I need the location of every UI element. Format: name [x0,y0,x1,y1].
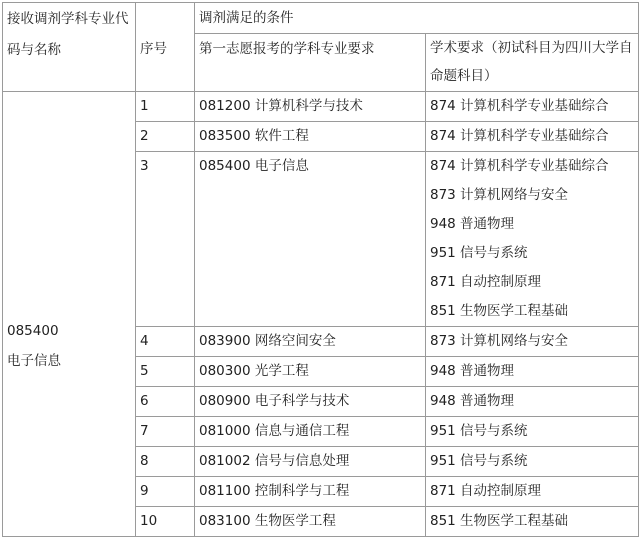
exam-subject: 948 普通物理 [430,216,515,232]
seq-cell [136,152,195,327]
exam-subject: 874 计算机科学专业基础综合 [430,128,609,144]
exam-subject: 948 普通物理 [430,393,515,409]
seq-cell [136,92,195,122]
exam-subject: 871 自动控制原理 [430,483,542,499]
first-choice-major-cell [195,417,426,447]
seq-number: 2 [140,128,149,144]
first-choice-major: 083500 软件工程 [199,128,309,144]
header-receiving-label: 接收调剂学科专业代码与名称 [7,11,129,58]
first-choice-major: 081000 信息与通信工程 [199,423,350,439]
seq-cell [136,357,195,387]
header-seq [136,3,195,92]
seq-number: 3 [140,158,149,174]
header-seq-label: 序号 [140,41,167,57]
first-choice-major-cell [195,507,426,537]
exam-subjects-cell [426,477,639,507]
first-choice-major: 081002 信号与信息处理 [199,453,350,469]
first-choice-major: 083100 生物医学工程 [199,513,336,529]
exam-subject: 951 信号与系统 [430,245,528,261]
header-academic-label: 学术要求（初试科目为四川大学自命题科目） [430,40,633,84]
seq-number: 5 [140,363,149,379]
exam-subject: 874 计算机科学专业基础综合 [430,98,609,114]
exam-subjects-cell [426,417,639,447]
exam-subject: 871 自动控制原理 [430,274,542,290]
receiving-major-name: 电子信息 [7,353,61,369]
seq-cell [136,447,195,477]
header-row-1 [3,3,639,34]
exam-subjects-cell [426,122,639,152]
first-choice-major-cell [195,357,426,387]
seq-number: 4 [140,333,149,349]
exam-subjects-cell [426,327,639,357]
seq-number: 1 [140,98,149,114]
header-conditions [195,3,639,34]
seq-number: 10 [140,513,158,529]
exam-subjects-cell [426,92,639,122]
first-choice-major: 081200 计算机科学与技术 [199,98,363,114]
exam-subject: 951 信号与系统 [430,453,528,469]
exam-subjects-cell [426,152,639,327]
exam-subjects-cell [426,507,639,537]
exam-subject: 851 生物医学工程基础 [430,513,569,529]
header-conditions-label: 调剂满足的条件 [199,10,294,26]
header-first-choice-label: 第一志愿报考的学科专业要求 [199,41,375,57]
exam-subjects-cell [426,387,639,417]
first-choice-major: 080900 电子科学与技术 [199,393,350,409]
exam-subject: 851 生物医学工程基础 [430,303,569,319]
first-choice-major-cell [195,152,426,327]
seq-number: 8 [140,453,149,469]
seq-cell [136,477,195,507]
first-choice-major: 085400 电子信息 [199,158,309,174]
first-choice-major-cell [195,122,426,152]
header-first-choice [195,34,426,92]
first-choice-major: 083900 网络空间安全 [199,333,336,349]
first-choice-major-cell [195,387,426,417]
seq-cell [136,387,195,417]
exam-subjects-cell [426,447,639,477]
seq-number: 7 [140,423,149,439]
receiving-major-cell [3,92,136,537]
first-choice-major: 080300 光学工程 [199,363,309,379]
exam-subject: 874 计算机科学专业基础综合 [430,158,609,174]
table-row [3,92,639,122]
header-receiving-major [3,3,136,92]
exam-subject: 951 信号与系统 [430,423,528,439]
exam-subjects-cell [426,357,639,387]
exam-subject: 873 计算机网络与安全 [430,187,569,203]
adjustment-table [2,2,639,537]
seq-number: 6 [140,393,149,409]
first-choice-major-cell [195,327,426,357]
seq-cell [136,507,195,537]
first-choice-major: 081100 控制科学与工程 [199,483,350,499]
seq-cell [136,327,195,357]
seq-cell [136,122,195,152]
seq-number: 9 [140,483,149,499]
exam-subject: 948 普通物理 [430,363,515,379]
first-choice-major-cell [195,477,426,507]
exam-subject: 873 计算机网络与安全 [430,333,569,349]
first-choice-major-cell [195,447,426,477]
header-academic [426,34,639,92]
seq-cell [136,417,195,447]
receiving-major-code: 085400 [7,323,59,339]
first-choice-major-cell [195,92,426,122]
